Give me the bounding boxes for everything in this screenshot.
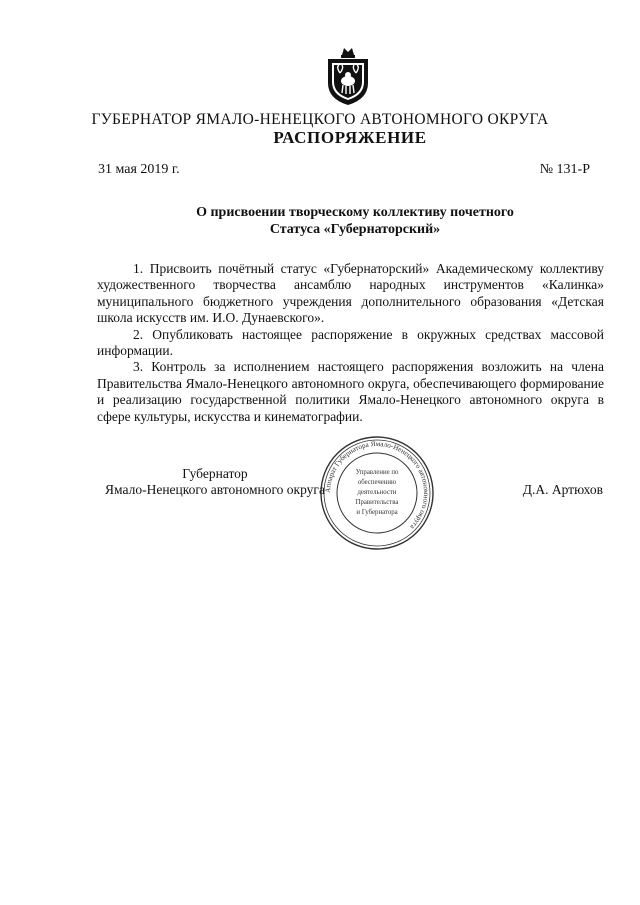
- paragraph-1: 1. Присвоить почётный статус «Губернаторский» Академическому коллективу художественного творчества ансамблю народных инструментов «Калинка» муниципального бюджетного учреждения дополнительного образования «Детская школа искусств им. И.О. Дунаевского».: [97, 261, 604, 326]
- stamp-center-line: обеспечению: [357, 479, 397, 486]
- document-type-heading: РАСПОРЯЖЕНИЕ: [273, 128, 427, 147]
- signatory-name: Д.А. Артюхов: [522, 482, 603, 497]
- stamp-ring-text: Аппарат Губернатора Ямало-Ненецкого автономного округа: [323, 439, 431, 531]
- official-stamp: [318, 434, 436, 552]
- stamp-center-line: Правительства: [355, 499, 399, 506]
- signatory-position-line: Ямало-Ненецкого автономного округа: [105, 482, 325, 497]
- document-body: [97, 261, 604, 425]
- paragraph-2: 2. Опубликовать настоящее распоряжение в окружных средствах массовой информации.: [97, 326, 604, 359]
- document-title: [0, 204, 640, 238]
- stamp-center-line: Управление по: [355, 469, 399, 476]
- document-title-line: Статуса «Губернаторский»: [269, 222, 441, 237]
- issuing-authority: ГУБЕРНАТОР ЯМАЛО-НЕНЕЦКОГО АВТОНОМНОГО ОКРУГА: [91, 111, 549, 128]
- stamp-center-line: деятельности: [357, 489, 397, 496]
- paragraph-3: 3. Контроль за исполнением настоящего распоряжения возложить на члена Правительства Ямало-Ненецкого автономного округа, обеспечивающего формирование и реализацию государственной политики Ямало-Ненецкого автономного округа в сфере культуры, искусства и кинематографии.: [97, 359, 604, 424]
- coat-of-arms-icon: [322, 43, 374, 107]
- signatory-position-line: Губернатор: [182, 466, 248, 481]
- document-date: 31 мая 2019 г.: [98, 162, 180, 177]
- stamp-center-line: и Губернатора: [356, 509, 398, 516]
- document-number: № 131-Р: [539, 162, 590, 177]
- document-title-line: О присвоении творческому коллективу почетного: [196, 205, 514, 220]
- signatory-position: [95, 466, 335, 498]
